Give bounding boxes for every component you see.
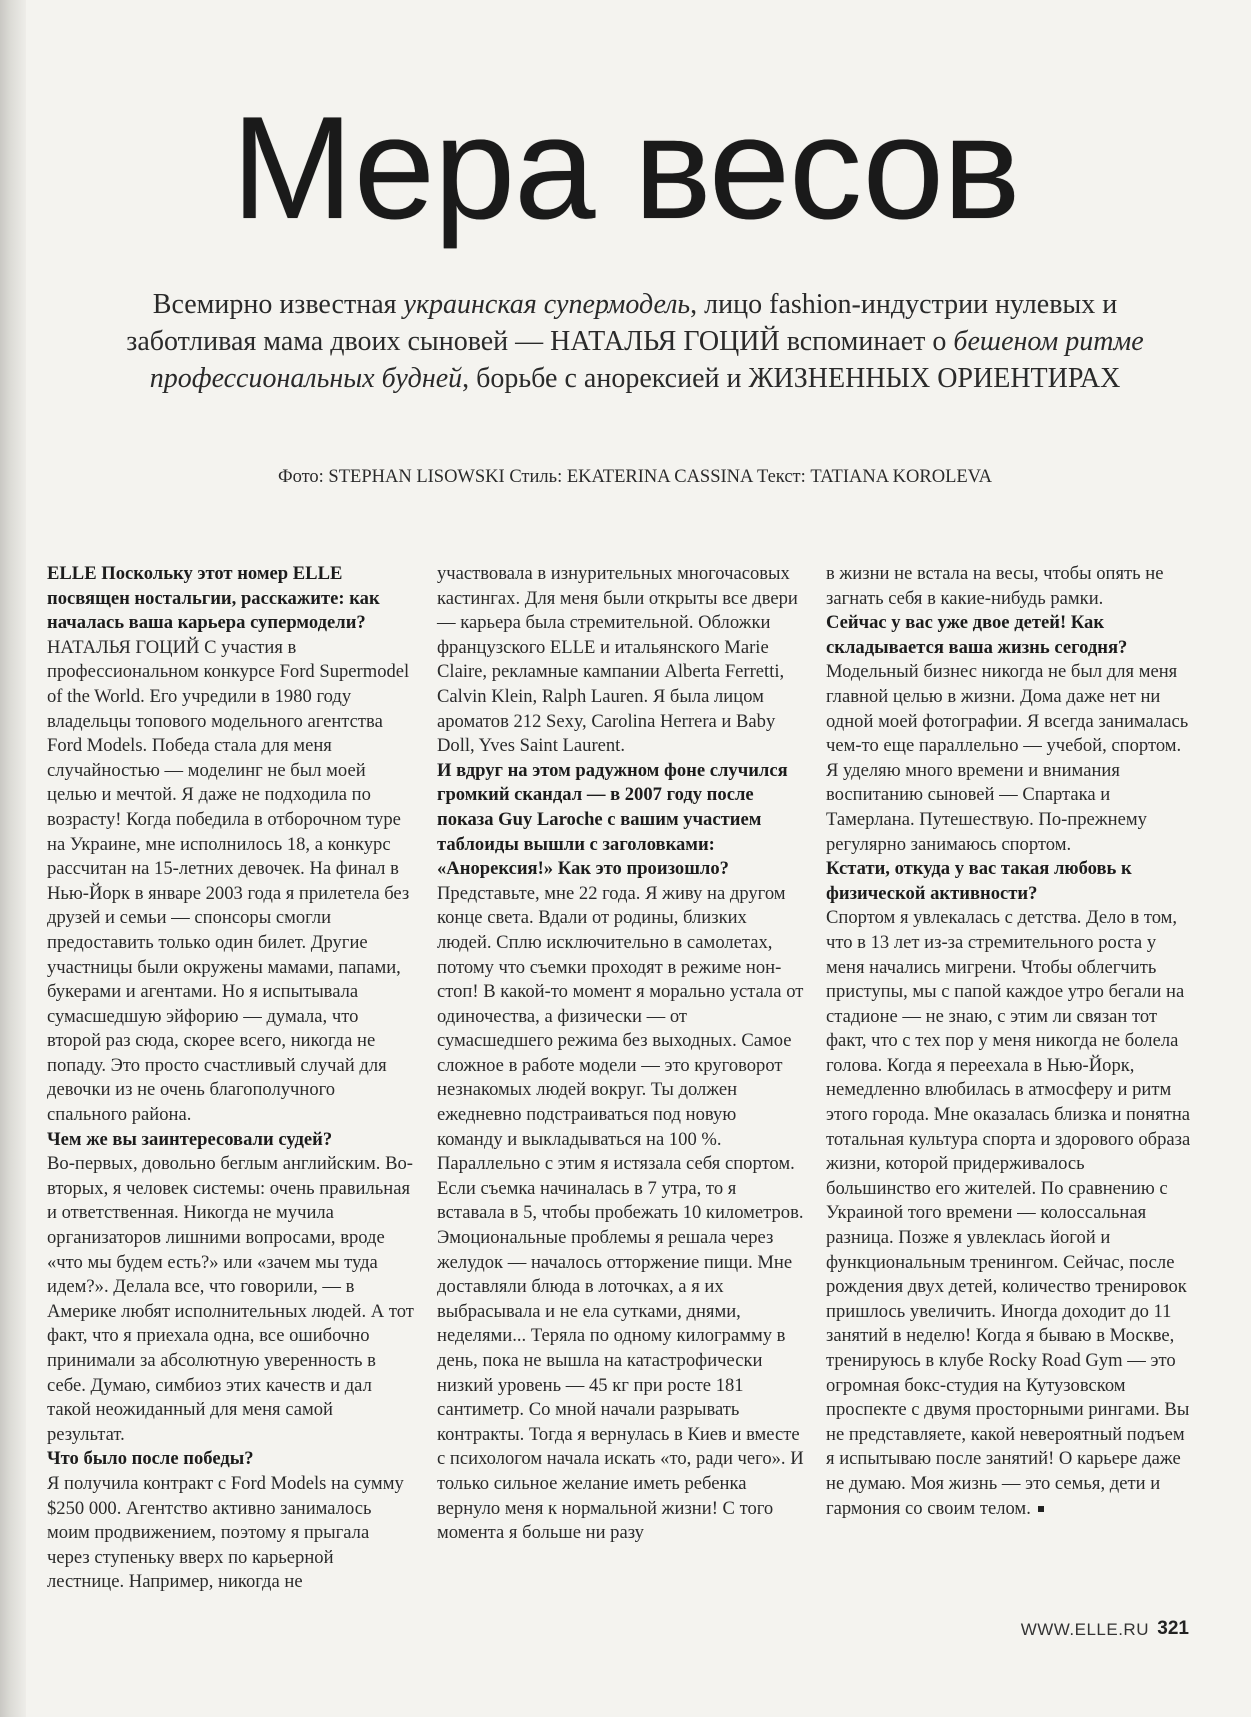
interview-question: ELLE Поскольку этот номер ELLE посвящен ностальгии, расскажите: как началась ваша карьера супермодели? (47, 563, 380, 634)
standfirst (95, 286, 1175, 397)
interview-block (826, 857, 1194, 906)
standfirst-italic: украинская супермодель (403, 289, 691, 320)
interview-answer: НАТАЛЬЯ ГОЦИЙ С участия в профессиональном конкурсе Ford Supermodel of the World. Его учредили в 1980 году владельцы топового модельного агентства Ford Models. Победа стала для меня случайностью — моделинг не был моей целью и мечтой. Я даже не подходила по возрасту! Когда победила в отборочном туре на Украине, мне исполнилось 18, а конкурс рассчитан на 15-летних девочек. На финал в Нью-Йорк в январе 2003 года я прилетела без друзей и семьи — спонсоры смогли предоставить только один билет. Другие участницы были окружены мамами, папами, букерами и агентами. Но я испытывала сумасшедшую эйфорию — думала, что второй раз сюда, скорее всего, никогда не попаду. Это просто счастливый случай для девочки из не очень благополучного спального района. (47, 636, 410, 1126)
interview-answer: Я получила контракт с Ford Models на сумму $250 000. Агентство активно занималось моим продвижением, поэтому я прыгала через ступеньку вверх по карьерной лестнице. Например, никогда не (47, 1472, 404, 1593)
interview-block (47, 562, 415, 1128)
standfirst-text: Всемирно известная (152, 289, 404, 320)
interview-question: Что было после победы? (47, 1448, 254, 1470)
standfirst-text: , борьбе с анорексией и ЖИЗНЕННЫХ ОРИЕНТИРАХ (462, 363, 1121, 394)
interview-block (47, 1128, 415, 1153)
end-mark-icon (1038, 1506, 1044, 1512)
standfirst-text: , лицо fashion-индустрии нулевых и заботливая мама двоих сыновей — НАТАЛЬЯ ГОЦИЙ вспоминает о (126, 289, 1118, 357)
article-column-1 (47, 562, 415, 1595)
interview-block (47, 1447, 415, 1472)
interview-question: Сейчас у вас уже двое детей! Как складывается ваша жизнь сегодня? (826, 612, 1128, 658)
headline: Мера весов (231, 86, 1020, 249)
credits-line: Фото: STEPHAN LISOWSKI Стиль: EKATERINA CASSINA Текст: TATIANA KOROLEVA (277, 467, 993, 487)
article-column-2 (437, 562, 805, 1546)
interview-question: Кстати, откуда у вас такая любовь к физической активности? (826, 858, 1132, 904)
standfirst-italic: бешеном ритме профессиональных будней (149, 326, 1144, 394)
interview-answer: Спортом я увлекалась с детства. Дело в том, что в 13 лет из-за стремительного роста у меня начались мигрени. Чтобы облегчить приступы, мы с папой каждое утро бегали на стадионе — не знаю, с этим ли связан тот факт, что с тех пор у меня никогда не болела голова. Когда я переехала в Нью-Йорк, немедленно влюбилась в атмосферу и ритм этого города. Мне оказалась близка и понятна тотальная культура спорта и здорового образа жизни, которой придерживалось большинство его жителей. По сравнению с Украиной того времени — колоссальная разница. Позже я увлеклась йогой и функциональным тренингом. Сейчас, после рождения двух детей, количество тренировок пришлось увеличить. Иногда доходит до 11 занятий в неделю! Когда я бываю в Москве, тренируюсь в клубе Rocky Road Gym — это огромная бокс-студия на Кутузовском проспекте с двумя просторными рингами. Вы не представляете, какой невероятный подъем я испытываю после занятий! О карьере даже не думаю. Моя жизнь — это семья, дети и гармония со своим телом. (826, 907, 1191, 1519)
page-number: 321 (1157, 1618, 1189, 1639)
interview-question: Чем же вы заинтересовали судей? (47, 1128, 333, 1150)
interview-answer: Модельный бизнес никогда не был для меня главной целью в жизни. Дома даже нет ни одной моей фотографии. Я всегда занималась чем-то еще параллельно — учебой, спортом. Я уделяю много времени и внимания воспитанию сыновей — Спартака и Тамерлана. Путешествую. По-прежнему регулярно занимаюсь спортом. (826, 661, 1189, 855)
interview-block (437, 759, 805, 882)
page-gutter-shadow (0, 0, 26, 1717)
article-column-3 (826, 562, 1194, 1521)
interview-answer: Представьте, мне 22 года. Я живу на другом конце света. Вдали от родины, близких людей. Сплю исключительно в самолетах, потому что съемки проходят в режиме нон-стоп! В какой-то момент я морально устала от одиночества, а физически — от сумасшедшего режима без выходных. Самое сложное в работе модели — это круговорот незнакомых людей вокруг. Ты должен ежедневно подстраиваться под новую команду и выкладываться на 100 %. Параллельно с этим я истязала себя спортом. Если съемка начиналась в 7 утра, то я вставала в 5, чтобы пробежать 10 километров. Эмоциональные проблемы я решала через желудок — началось отторжение пищи. Мне доставляли блюда в лоточках, а я их выбрасывала и не ела сутками, днями, неделями... Теряла по одному килограмму в день, пока не вышла на катастрофически низкий уровень — 45 кг при росте 181 сантиметр. Со мной начали разрывать контракты. Тогда я вернулась в Киев и вместе с психологом начала искать «то, ради чего». И только сильное желание иметь ребенка вернуло меня к нормальной жизни! С того момента я больше ни разу (437, 882, 804, 1544)
interview-answer: в жизни не встала на весы, чтобы опять не загнать себя в какие-нибудь рамки. (826, 563, 1164, 609)
interview-question: И вдруг на этом радужном фоне случился громкий скандал — в 2007 году после показа Guy Laroche с вашим участием таблоиды вышли с заголовками: «Анорексия!» Как это произошло? (437, 759, 788, 880)
interview-answer: участвовала в изнурительных многочасовых кастингах. Для меня были открыты все двери — карьера была стремительной. Обложки французского ELLE и итальянского Marie Claire, рекламные кампании Alberta Ferretti, Calvin Klein, Ralph Lauren. Я была лицом ароматов 212 Sexy, Carolina Herrera и Baby Doll, Yves Saint Laurent. (437, 563, 798, 757)
interview-answer: Во-первых, довольно беглым английским. Во-вторых, я человек системы: очень правильная и ответственная. Никогда не мучила организаторов лишними вопросами, вроде «что мы будем есть?» или «зачем мы туда идем?». Делала все, что говорили, — в Америке любят исполнительных людей. А тот факт, что я приехала одна, все ошибочно принимали за абсолютную уверенность в себе. Думаю, симбиоз этих качеств и дал такой неожиданный для меня самой результат. (47, 1153, 414, 1445)
interview-block (826, 611, 1194, 660)
footer-url: WWW.ELLE.RU (1020, 1620, 1149, 1639)
interview-block (826, 906, 1194, 1521)
